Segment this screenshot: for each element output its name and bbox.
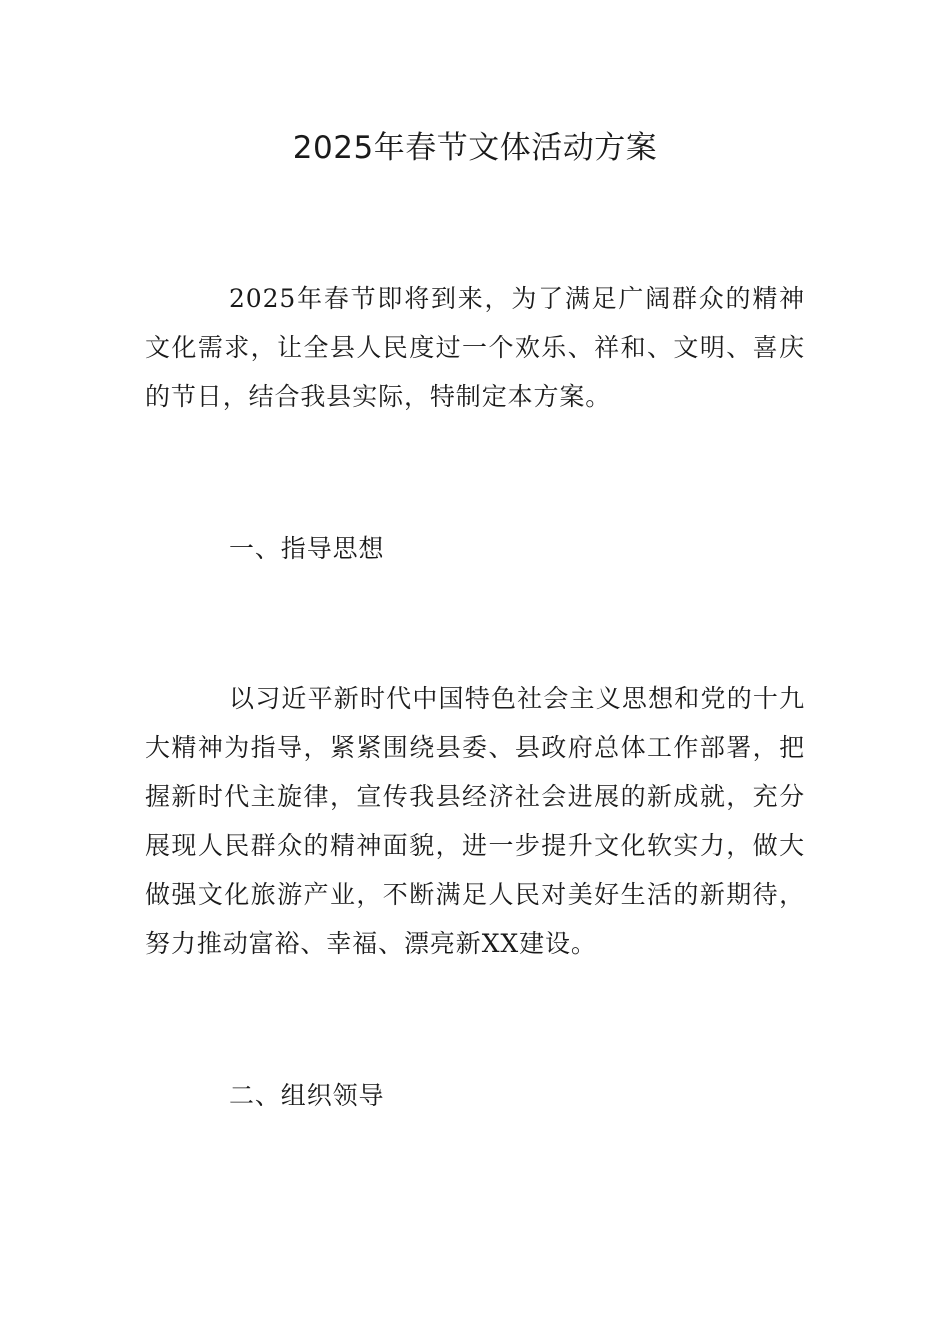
section-heading-guiding-ideology: 一、指导思想 bbox=[229, 534, 385, 563]
section-body-guiding-ideology: 以习近平新时代中国特色社会主义思想和党的十九大精神为指导，紧紧围绕县委、县政府总体工作部署，把握新时代主旋律，宣传我县经济社会进展的新成就，充分展现人民群众的精神面貌，进一步提升文化软实力，做大做强文化旅游产业，不断满足人民对美好生活的新期待，努力推动富裕、幸福、漂亮新XX建设。 bbox=[145, 684, 805, 958]
section-heading-organization: 二、组织领导 bbox=[229, 1081, 385, 1110]
document-title: 2025年春节文体活动方案 bbox=[292, 130, 658, 166]
intro-paragraph: 2025年春节即将到来，为了满足广阔群众的精神文化需求，让全县人民度过一个欢乐、祥和、文明、喜庆的节日，结合我县实际，特制定本方案。 bbox=[145, 284, 805, 411]
